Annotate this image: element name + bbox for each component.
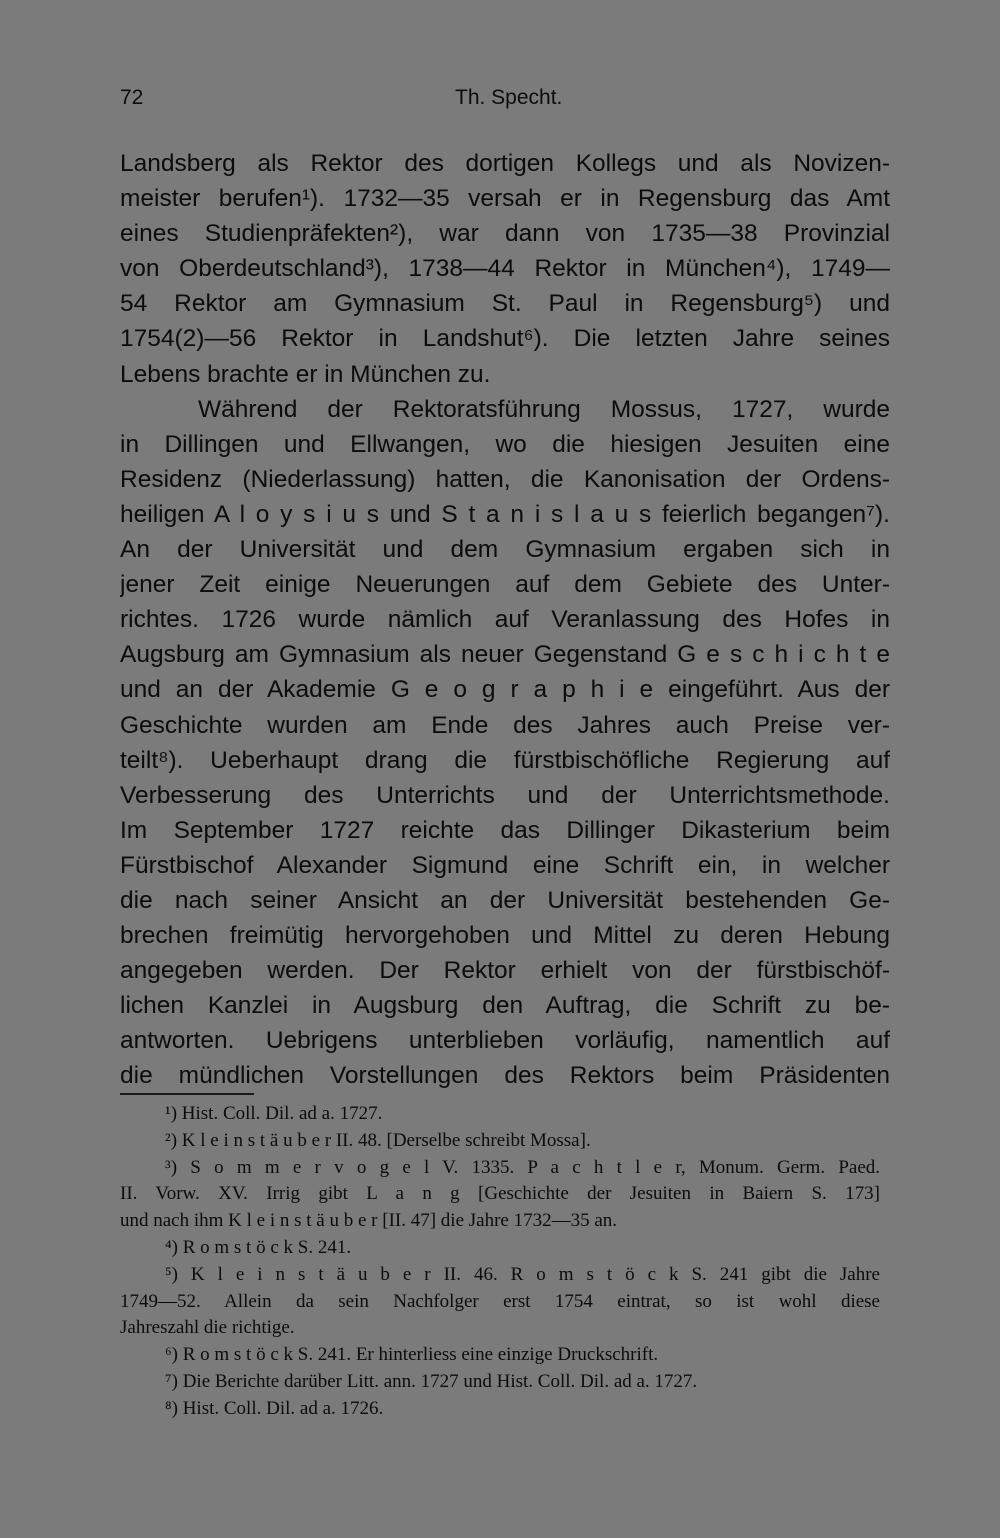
text-line: Im September 1727 reichte das Dillinger Dikasterium beim: [120, 816, 890, 844]
text-line: Augsburg am Gymnasium als neuer Gegenstand G e s c h i c h t e: [120, 641, 890, 669]
text-line: Fürstbischof Alexander Sigmund eine Schrift ein, in welcher: [120, 851, 890, 879]
text-line: Während der Rektoratsführung Mossus, 1727, wurde: [198, 395, 890, 423]
text-line: 1754(2)—56 Rektor in Landshut⁶). Die letzten Jahre seines: [120, 325, 890, 353]
text-line: antworten. Uebrigens unterblieben vorläufig, namentlich auf: [120, 1027, 890, 1055]
footnote-line: 1749—52. Allein da sein Nachfolger erst 1754 eintrat, so ist wohl diese: [120, 1290, 880, 1312]
text-line: und an der Akademie G e o g r a p h i e eingeführt. Aus der: [120, 676, 890, 704]
footnotes: [120, 1101, 880, 1423]
footnote-line: und nach ihm K l e i n s t ä u b e r [II. 47] die Jahre 1732—35 an.: [120, 1210, 618, 1232]
footnote-line: ⁶) R o m s t ö c k S. 241. Er hinterliess eine einzige Druckschrift.: [165, 1344, 659, 1366]
text-line: meister berufen¹). 1732—35 versah er in Regensburg das Amt: [120, 185, 890, 213]
text-line: Verbesserung des Unterrichts und der Unterrichtsmethode.: [120, 781, 890, 809]
page-header: [120, 86, 890, 116]
text-line: 54 Rektor am Gymnasium St. Paul in Regensburg⁵) und: [120, 290, 890, 318]
footnote-line: ¹) Hist. Coll. Dil. ad a. 1727.: [165, 1103, 383, 1124]
text-line: brechen freimütig hervorgehoben und Mittel zu deren Hebung: [120, 922, 890, 950]
text-line: in Dillingen und Ellwangen, wo die hiesigen Jesuiten eine: [120, 430, 890, 458]
running-head: Th. Specht.: [455, 86, 563, 109]
footnote-line: ⁵) K l e i n s t ä u b e r II. 46. R o m s t ö c k S. 241 gibt die Jahre: [165, 1263, 880, 1285]
footnote-line: II. Vorw. XV. Irrig gibt L a n g [Geschichte der Jesuiten in Baiern S. 173]: [120, 1183, 880, 1205]
text-line: von Oberdeutschland³), 1738—44 Rektor in München⁴), 1749—: [120, 255, 890, 283]
text-line: Geschichte wurden am Ende des Jahres auch Preise ver-: [120, 711, 890, 739]
text-line: die nach seiner Ansicht an der Universität bestehenden Ge-: [120, 886, 890, 914]
text-line: lichen Kanzlei in Augsburg den Auftrag, die Schrift zu be-: [120, 992, 890, 1020]
text-line: Landsberg als Rektor des dortigen Kollegs und als Novizen-: [120, 150, 890, 177]
main-text: [120, 146, 890, 1094]
footnote-line: ⁸) Hist. Coll. Dil. ad a. 1726.: [165, 1397, 384, 1419]
text-line: Lebens brachte er in München zu.: [120, 360, 491, 388]
footnote-divider: [120, 1093, 254, 1095]
text-line: eines Studienpräfekten²), war dann von 1735—38 Provinzial: [120, 220, 890, 248]
text-line: richtes. 1726 wurde nämlich auf Veranlassung des Hofes in: [120, 606, 890, 634]
text-line: Residenz (Niederlassung) hatten, die Kanonisation der Ordens-: [120, 465, 890, 493]
text-line: teilt⁸). Ueberhaupt drang die fürstbischöfliche Regierung auf: [120, 746, 890, 774]
page-number: 72: [120, 86, 144, 109]
text-line: An der Universität und dem Gymnasium ergaben sich in: [120, 536, 890, 564]
footnote-line: ²) K l e i n s t ä u b e r II. 48. [Derselbe schreibt Mossa].: [165, 1129, 591, 1151]
footnote-line: ³) S o m m e r v o g e l V. 1335. P a c h t l e r, Monum. Germ. Paed.: [165, 1156, 880, 1178]
text-line: jener Zeit einige Neuerungen auf dem Gebiete des Unter-: [120, 571, 890, 599]
footnote-line: ⁷) Die Berichte darüber Litt. ann. 1727 und Hist. Coll. Dil. ad a. 1727.: [165, 1370, 698, 1392]
footnote-line: Jahreszahl die richtige.: [120, 1317, 295, 1339]
text-line: die mündlichen Vorstellungen des Rektors beim Präsidenten: [120, 1062, 890, 1090]
footnote-line: ⁴) R o m s t ö c k S. 241.: [165, 1236, 352, 1258]
text-line: angegeben werden. Der Rektor erhielt von der fürstbischöf-: [120, 957, 890, 985]
text-line: heiligen A l o y s i u s und S t a n i s l a u s feierlich begangen⁷).: [120, 500, 890, 528]
